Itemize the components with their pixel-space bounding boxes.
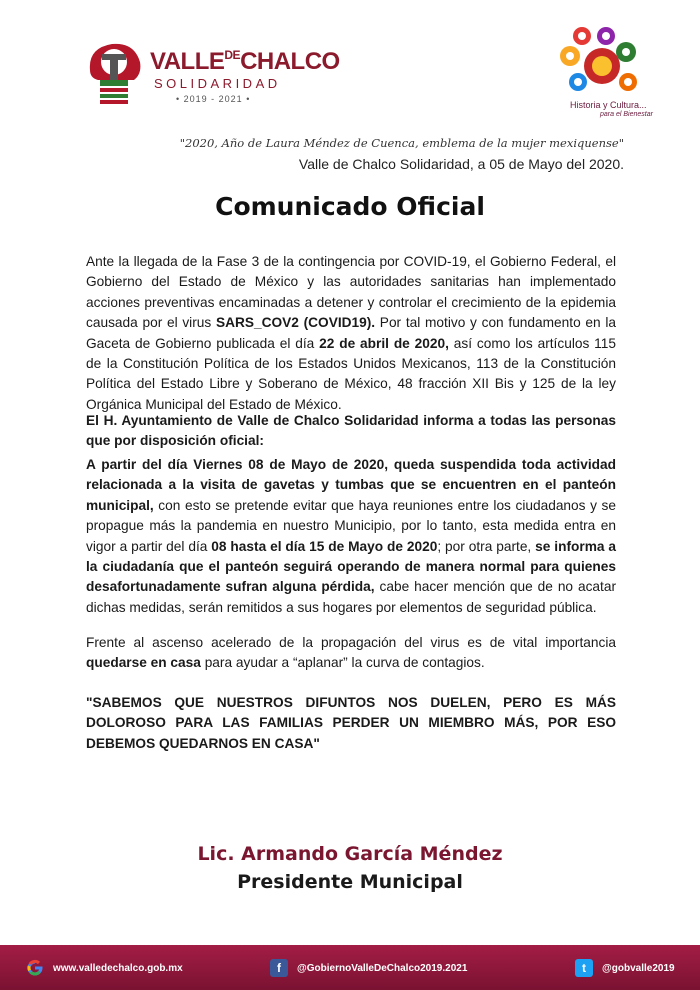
closing-quote: "SABEMOS QUE NUESTROS DIFUNTOS NOS DUELEN, PERO ES MÁS DOLOROSO PARA LAS FAMILIAS PERDER UN MIEMBRO MÁS, POR ESO DEBEMOS QUEDARNOS EN CASA" (86, 695, 616, 751)
google-icon (26, 959, 44, 977)
paragraph-stay-home: Frente al ascenso acelerado de la propagación del virus es de vital importancia quedarse en casa para ayudar a “aplanar” la curva de contagios. (86, 635, 616, 671)
gears-icon (548, 22, 648, 104)
twitter-link[interactable] (575, 958, 675, 978)
paragraph-announcement: El H. Ayuntamiento de Valle de Chalco Solidaridad informa a todas las personas que por disposición oficial: (86, 413, 616, 449)
place-and-date: Valle de Chalco Solidaridad, a 05 de Mayo del 2020. (298, 156, 624, 172)
twitter-icon: t (575, 959, 593, 977)
website-text: www.valledechalco.gob.mx (53, 962, 183, 974)
website-link[interactable] (26, 958, 183, 978)
culture-logo-subtext: para el Bienestar (600, 111, 653, 118)
year-motto: "2020, Año de Laura Méndez de Cuenca, emblema de la mujer mexiquense" (179, 136, 624, 150)
signatory-title: Presidente Municipal (237, 871, 463, 893)
culture-logo-text: Historia y Cultura... (570, 100, 647, 110)
municipal-logo (84, 40, 340, 110)
facebook-icon: f (270, 959, 288, 977)
facebook-link[interactable] (270, 958, 467, 978)
signatory-name: Lic. Armando García Méndez (197, 843, 503, 865)
twitter-text: @gobvalle2019 (602, 962, 675, 974)
culture-logo (548, 22, 653, 122)
paragraph-measures: A partir del día Viernes 08 de Mayo de 2020, queda suspendida toda actividad relacionada a la visita de gavetas y tumbas que se encuentren en el panteón municipal, con esto se pretende evitar que haya reuniones entre los ciudadanos y se propague más la pandemia en nuestro Municipio, por lo tanto, esta medida entra en vigor a partir del día 08 hasta el día 15 de Mayo de 2020; por otra parte, se informa a la ciudadanía que el panteón seguirá operando de manera normal para quienes desafortunadamente sufran alguna pérdida, cabe hacer mención que de no acatar dichas medidas, serán remitidos a sus hogares por elementos de seguridad pública. (86, 457, 617, 615)
emblem-icon (84, 40, 146, 110)
facebook-text: @GobiernoValleDeChalco2019.2021 (297, 962, 468, 974)
document-title: Comunicado Oficial (215, 192, 485, 221)
footer-bar (0, 945, 700, 990)
brand-name: $VALLE^{DE}CHALCO$ (150, 48, 340, 75)
brand-subtitle: SOLIDARIDAD (154, 76, 281, 91)
paragraph-intro: Ante la llegada de la Fase 3 de la contingencia por COVID-19, el Gobierno Federal, el Gobierno del Estado de México y las autoridades sanitarias han implementado acciones preventivas encaminadas a detener y controlar el crecimiento de la epidemia causada por el virus SARS_COV2 (COVID19). Por tal motivo y con fundamento en la Gaceta de Gobierno publicada el día 22 de abril de 2020, así como los artículos 115 de la Constitución Política de los Estados Unidos Mexicanos, 113 de la Constitución Política del Estado Libre y Soberano de México, 48 fracción XII Bis y 125 de la ley Orgánica Municipal del Estado de México. (86, 254, 616, 412)
brand-years: • 2019 - 2021 • (176, 94, 251, 104)
